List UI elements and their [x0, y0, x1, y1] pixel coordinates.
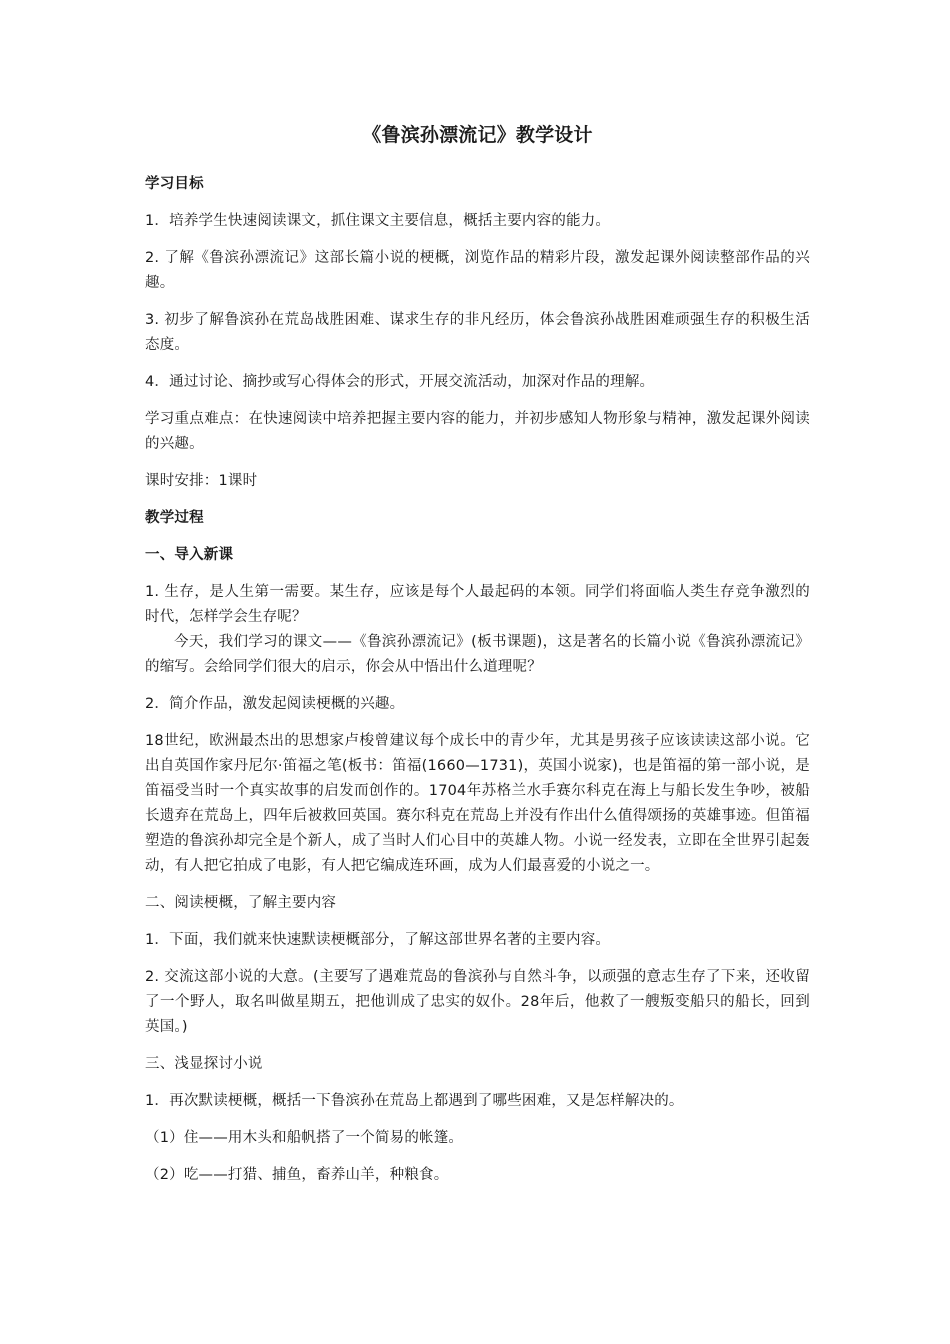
section-1-paragraph-3: 2．简介作品，激发起阅读梗概的兴趣。	[145, 696, 405, 712]
section-3-heading: 三、浅显探讨小说	[145, 1056, 263, 1072]
document-title: 《鲁滨孙漂流记》教学设计	[362, 124, 593, 146]
section-1-paragraph-1: 1. 生存，是人生第一需要。某生存，应该是每个人最起码的本领。同学们将面临人类生存竞争激烈的时代，怎样学会生存呢？	[145, 584, 810, 625]
goals-heading: 学习目标	[145, 176, 204, 192]
section-3-paragraph-1: 1．再次默读梗概，概括一下鲁滨孙在荒岛上都遇到了哪些困难，又是怎样解决的。	[145, 1093, 684, 1109]
document-body	[145, 120, 810, 1200]
section-1-paragraph-2: 今天，我们学习的课文——《鲁滨孙漂流记》(板书课题)，这是著名的长篇小说《鲁滨孙漂流记》的缩写。会给同学们很大的启示，你会从中悟出什么道理呢？	[145, 634, 810, 675]
process-heading: 教学过程	[145, 510, 204, 526]
section-3-item-1: （1）住——用木头和船帆搭了一个简易的帐篷。	[145, 1130, 464, 1146]
goal-2: 2. 了解《鲁滨孙漂流记》这部长篇小说的梗概，浏览作品的精彩片段，激发起课外阅读整部作品的兴趣。	[145, 250, 810, 291]
section-1-paragraph-4: 18世纪，欧洲最杰出的思想家卢梭曾建议每个成长中的青少年，尤其是男孩子应该读读这部小说。它出自英国作家丹尼尔·笛福之笔(板书：笛福(1660—1731)，英国小说家)，也是笛福的第一部小说，是笛福受当时一个真实故事的启发而创作的。1704年苏格兰水手赛尔科克在海上与船长发生争吵，被船长遗弃在荒岛上，四年后被救回英国。赛尔科克在荒岛上并没有作出什么值得颂扬的英雄事迹。但笛福塑造的鲁滨孙却完全是个新人，成了当时人们心目中的英雄人物。小说一经发表，立即在全世界引起轰动，有人把它拍成了电影，有人把它编成连环画，成为人们最喜爱的小说之一。	[145, 733, 810, 874]
goal-4: 4．通过讨论、摘抄或写心得体会的形式，开展交流活动，加深对作品的理解。	[145, 374, 655, 390]
section-2-paragraph-2: 2. 交流这部小说的大意。(主要写了遇难荒岛的鲁滨孙与自然斗争，以顽强的意志生存了下来，还收留了一个野人，取名叫做星期五，把他训成了忠实的奴仆。28年后，他救了一艘叛变船只的船长，回到英国。)	[145, 969, 810, 1035]
section-1-heading: 一、导入新课	[145, 547, 234, 563]
schedule: 课时安排：1课时	[145, 473, 258, 489]
section-2-heading: 二、阅读梗概，了解主要内容	[145, 895, 337, 911]
goal-3: 3. 初步了解鲁滨孙在荒岛战胜困难、谋求生存的非凡经历，体会鲁滨孙战胜困难顽强生存的积极生活态度。	[145, 312, 810, 353]
section-2-paragraph-1: 1．下面，我们就来快速默读梗概部分，了解这部世界名著的主要内容。	[145, 932, 611, 948]
key-points: 学习重点难点：在快速阅读中培养把握主要内容的能力，并初步感知人物形象与精神，激发起课外阅读的兴趣。	[145, 411, 810, 452]
goal-1: 1．培养学生快速阅读课文，抓住课文主要信息，概括主要内容的能力。	[145, 213, 611, 229]
section-3-item-2: （2）吃——打猎、捕鱼，畜养山羊，种粮食。	[145, 1167, 449, 1183]
